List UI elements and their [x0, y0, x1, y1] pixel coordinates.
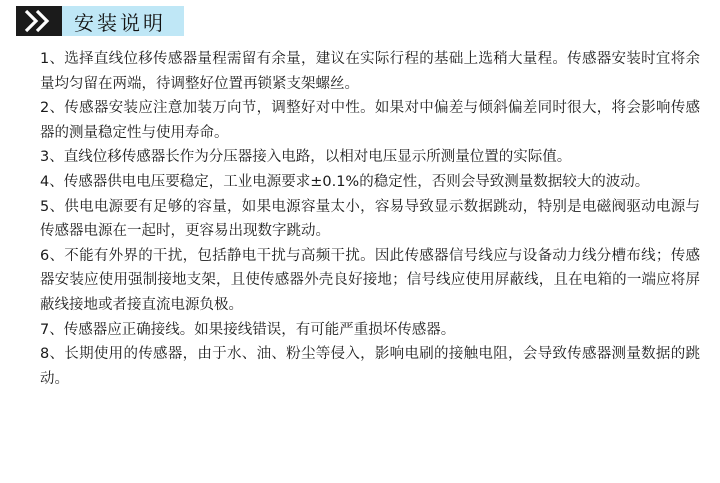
instruction-item-5: 5、供电电源要有足够的容量，如果电源容量太小，容易导致显示数据跳动，特别是电磁阀驱动电源与传感器电源在一起时，更容易出现数字跳动。: [40, 198, 700, 240]
instruction-item-7: 7、传感器应正确接线。如果接线错误，有可能严重损坏传感器。: [40, 321, 456, 338]
instruction-item-8: 8、长期使用的传感器，由于水、油、粉尘等侵入，影响电刷的接触电阻，会导致传感器测量数据的跳动。: [40, 346, 700, 387]
instruction-item-6: 6、不能有外界的干扰，包括静电干扰与高频干扰。因此传感器信号线应与设备动力线分槽布线；传感器安装应使用强制接地支架，且使传感器外壳良好接地；信号线应使用屏蔽线，且在电箱的一端应将屏蔽线接地或者接直流电源负极。: [40, 247, 700, 313]
instruction-item-3: 3、直线位移传感器长作为分压器接入电路，以相对电压显示所测量位置的实际值。: [40, 149, 572, 166]
instruction-item-4: 4、传感器供电电压要稳定，工业电源要求±0.1%的稳定性，否则会导致测量数据较大的波动。: [40, 173, 650, 190]
page-title: 安装说明: [74, 10, 166, 35]
instruction-item-2: 2、传感器安装应注意加装万向节，调整好对中性。如果对中偏差与倾斜偏差同时很大，将会影响传感器的测量稳定性与使用寿命。: [40, 100, 700, 141]
instruction-item-1: 1、选择直线位移传感器量程需留有余量，建议在实际行程的基础上选稍大量程。传感器安装时宜将余量均匀留在两端，待调整好位置再锁紧支架螺丝。: [40, 51, 700, 92]
instruction-list: [40, 47, 700, 391]
double-chevron-right-icon: [16, 6, 62, 36]
section-header: [16, 6, 184, 36]
header-title-box: [62, 6, 184, 36]
